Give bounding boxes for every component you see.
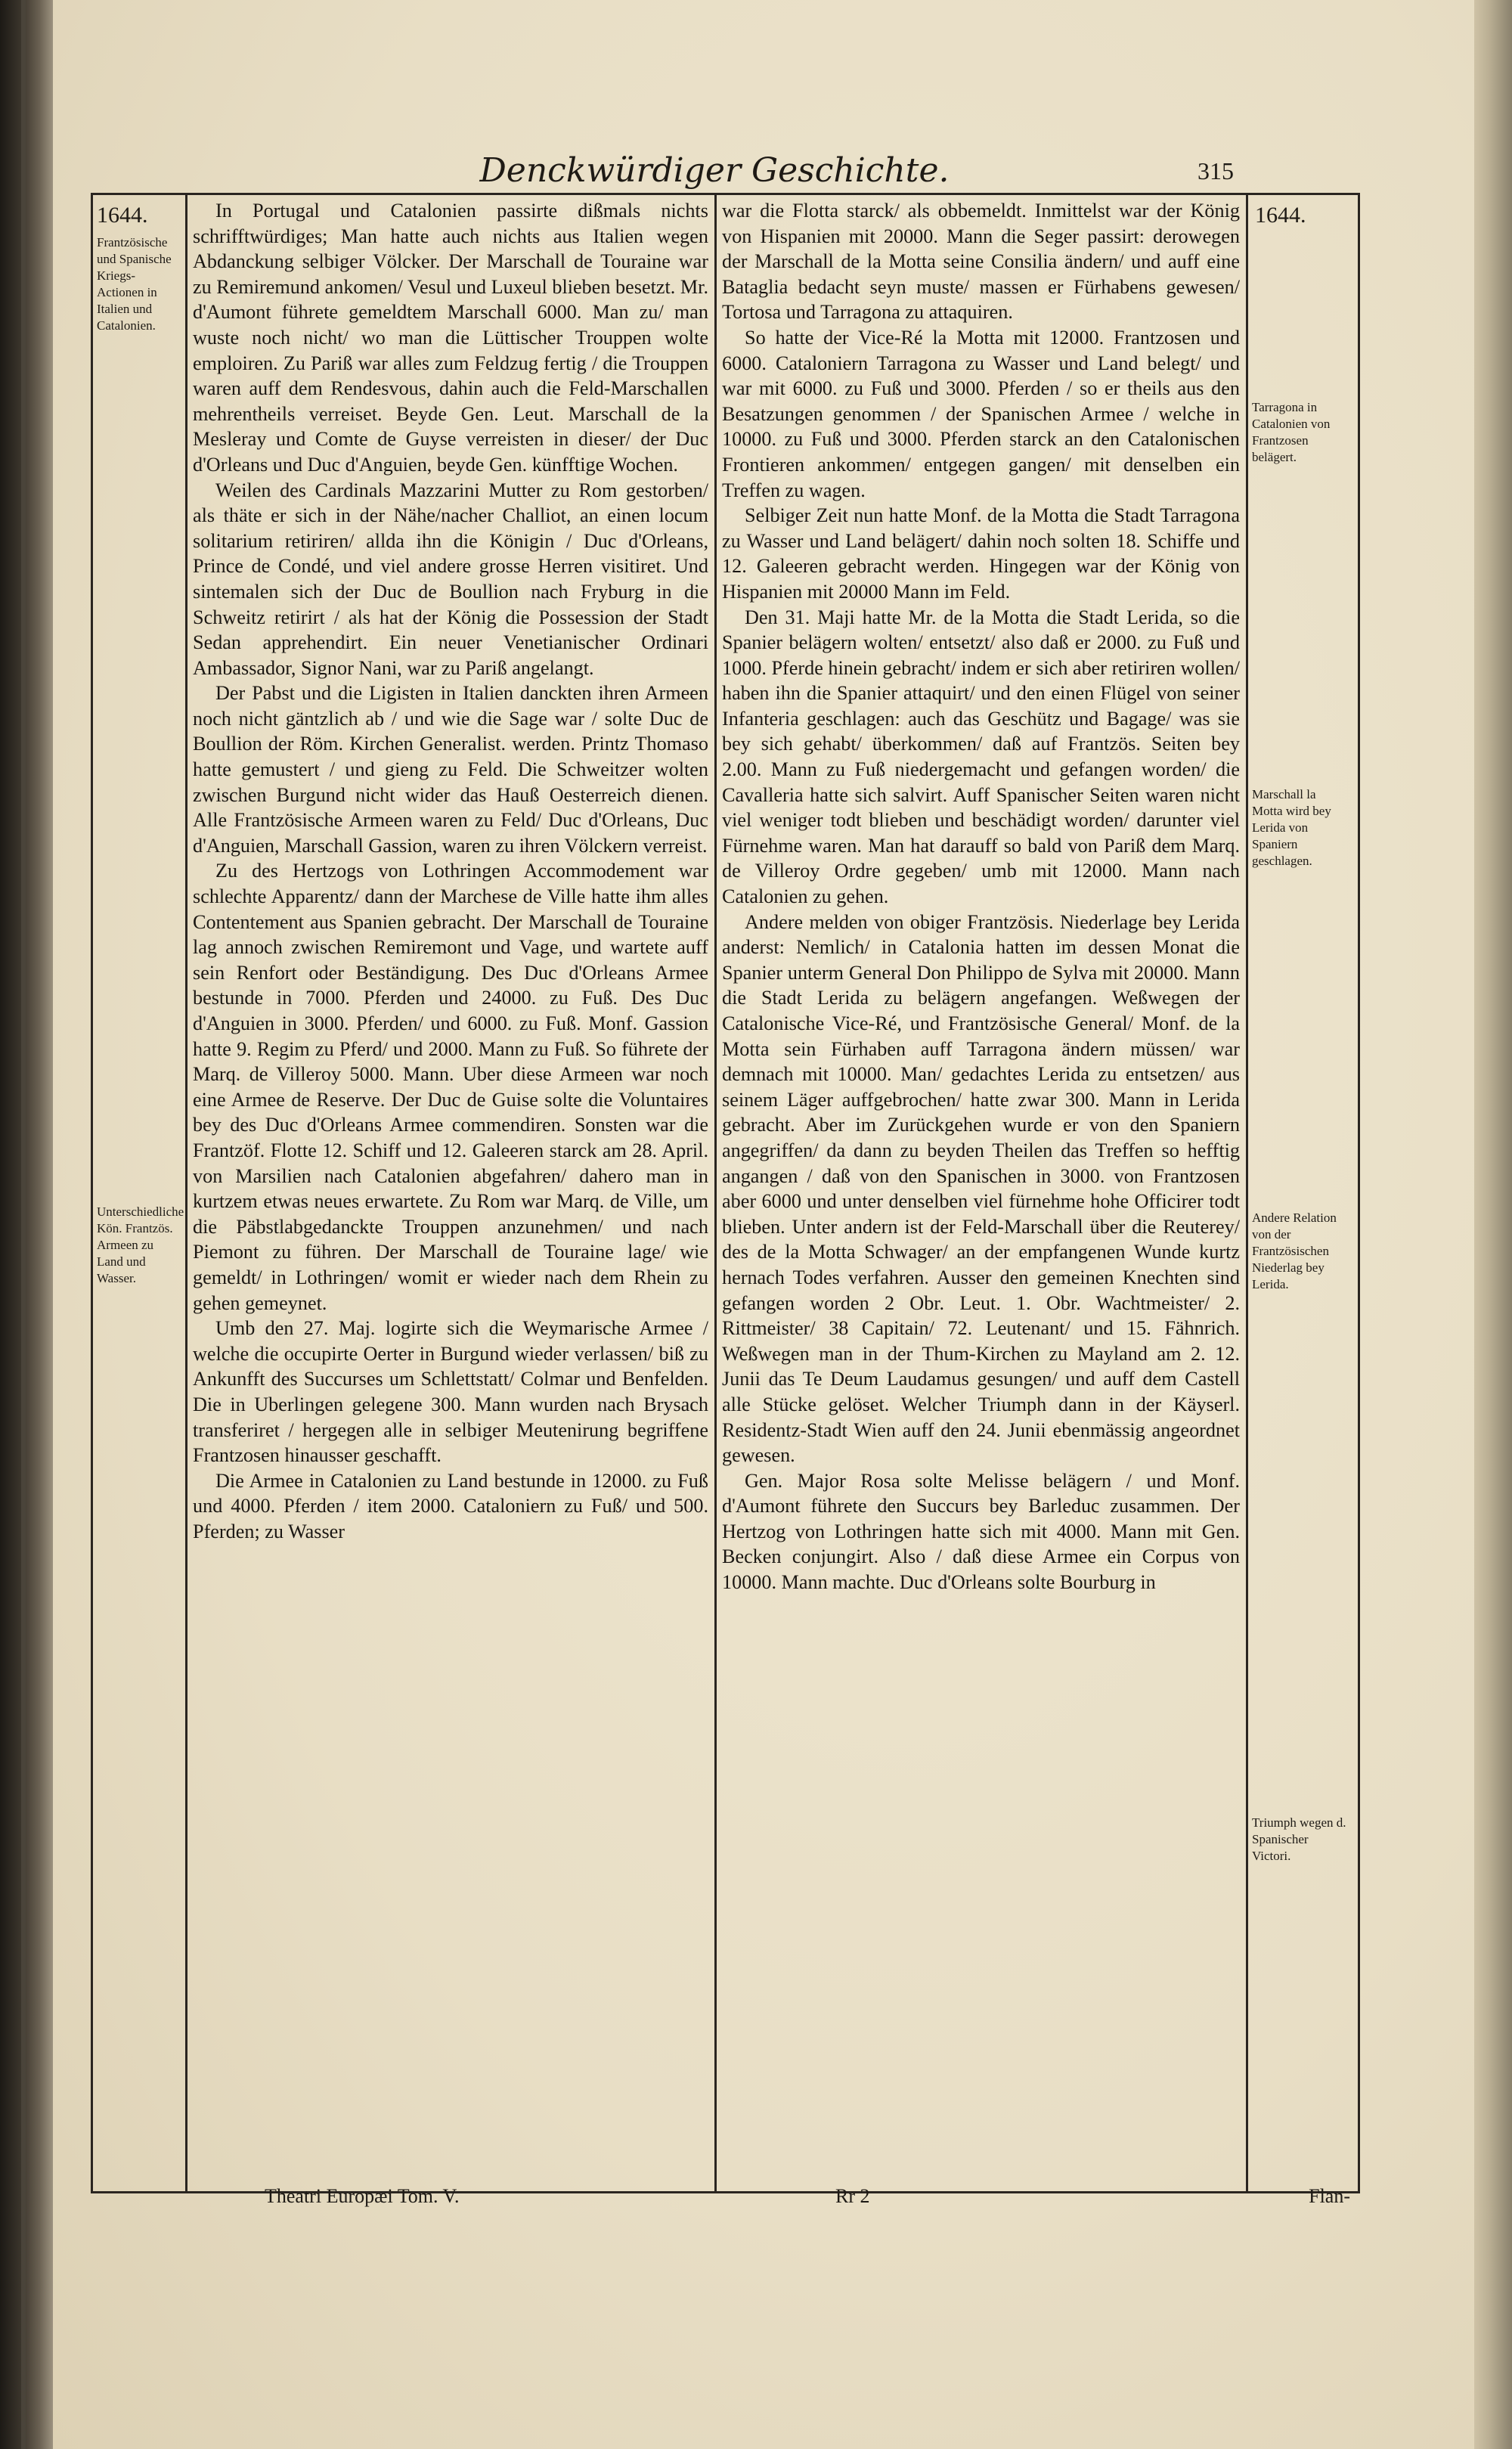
left-margin-note-actions: Frantzösische und Spanische Kriegs-Actionen in Italien und Catalonien. bbox=[97, 235, 172, 333]
right-margin-note-triumph: Triumph wegen d. Spanischer Victori. bbox=[1252, 1815, 1346, 1863]
page-number: 315 bbox=[1198, 157, 1234, 184]
book-spine bbox=[0, 0, 53, 2449]
right-margin-note-lerida-defeat: Marschall la Motta wird bey Lerida von Spaniern geschlagen. bbox=[1252, 787, 1331, 868]
footer-signature: Rr 2 bbox=[835, 2185, 870, 2207]
paragraph: Weilen des Cardinals Mazzarini Mutter zu Rom gestorben/ als thäte er sich in der Nähe/nacher Challiot, an einen locum solitarium retiriren/ allda ihn die Königin / Duc d'Orleans, Prince de Condé, und viel andere grosse Herren visitiret. Und sintemalen sich der Duc de Boullion nach Fryburg in die Schweitz retirirt / als hat der König die Possession der Stadt Sedan apprehendirt. Ein neuer Venetianischer Ordinari Ambassador, Signor Nani, war zu Pariß angelangt. bbox=[193, 479, 708, 679]
paragraph: So hatte der Vice-Ré la Motta mit 12000. Frantzosen und 6000. Cataloniern Tarragona zu Wasser und Land belegt/ und war mit 6000. zu Fuß und 3000. Pferden / so er theils aus den Besatzungen genommen / der Spanischen Armee / welche in 10000. zu Fuß und 3000. Pferden starck an den Catalonischen Frontieren ankommen/ entgegen gangen/ mit denselben ein Treffen zu wagen. bbox=[722, 326, 1240, 501]
paragraph: Der Pabst und die Ligisten in Italien danckten ihren Armeen noch nicht gäntzlich ab / und wie die Sage war / solte Duc de Boullion der Röm. Kirchen Generalist. werden. Printz Thomaso hatte gemustert / und gieng zu Feld. Die Schweitzer wolten zwischen Burgund nicht wider das Hauß Oesterreich dienen. Alle Frantzösische Armeen waren zu Feld/ Duc d'Orleans, Duc d'Anguien, Marschall Gassion, waren zu ihren Völckern verreist. bbox=[193, 682, 708, 857]
right-margin-rule bbox=[1246, 193, 1248, 2191]
paragraph: In Portugal und Catalonien passirte dißmals nichts schrifftwürdiges; Man hatte auch nichts aus Italien wegen Abdanckung selbiger Völcker. Der Marschall de Touraine war zu Remiremund ankomen/ Vesul und Luxeul blieben besetzt. Mr. d'Aumont führete gemeldtem Marschall 6000. Man zu/ man wuste noch nicht/ wo man die Lüttischer Trouppen wolte emploiren. Zu Pariß war alles zum Feldzug fertig / die Trouppen waren auff dem Rendesvous, dahin auch die Feld-Marschallen mehrentheils verreiset. Beyde Gen. Leut. Marschall de la Mesleray und Comte de Guyse verreisten in dieser/ der Duc d'Orleans und Duc d'Anguien, beyde Gen. künfftige Wochen. bbox=[193, 200, 708, 476]
center-column-rule bbox=[714, 193, 717, 2191]
paragraph: Zu des Hertzogs von Lothringen Accommodement war schlechte Apparentz/ dann der Marchese de Ville hatte ihm alles Contentement aus Spanien gebracht. Der Marschall de Touraine lag annoch zwischen Remiremont und Vage, und wartete auff sein Renfort oder Beständigung. Des Duc d'Orleans Armee bestunde in 7000. Pferden und 24000. zu Fuß. Des Duc d'Anguien in 3000. Pferden/ und 6000. zu Fuß. Monf. Gassion hatte 9. Regim zu Pferd/ und 2000. Mann zu Fuß. So führete der Marq. de Villeroy 5000. Mann. Uber diese Armeen war noch eine Armee de Reserve. Der Duc de Guise solte die Voluntaires bey des Duc d'Orleans Armee commendiren. Sonsten war die Frantzöf. Flotte 12. Schiff und 12. Galeeren starck am 28. April. von Marsilien nach Catalonien abgefahren/ dahero man in kurtzem etwas neues erwartete. Zu Rom war Marq. de Ville, um die Päbstlabgedanckte Trouppen anzunehmen/ und nach Piemont zu führen. Der Marschall de Touraine lage/ wie gemeldt/ in Lothringen/ womit er wieder nach dem Rhein zu gehen gemeynet. bbox=[193, 860, 708, 1314]
paragraph: war die Flotta starck/ als obbemeldt. Inmittelst war der König von Hispanien mit 20000. Mann die Seger passirt: derowegen der Marschall de la Motta seine Consilia ändern/ und auff eine Bataglia bedacht seyn muste/ massen er Fürhabens gewesen/ Tortosa und Tarragona zu attaquiren. bbox=[722, 200, 1240, 324]
left-margin-year: 1644. bbox=[97, 203, 148, 228]
footer-catchword: Flan- bbox=[1309, 2185, 1350, 2207]
paragraph: Gen. Major Rosa solte Melisse belägern / und Monf. d'Aumont führete den Succurs bey Barleduc zusammen. Der Hertzog von Lothringen hatte sich mit 4000. Mann mit Gen. Becken conjungirt. Also / daß diese Armee ein Corpus von 10000. Mann machte. Duc d'Orleans solte Bourburg in bbox=[722, 1469, 1240, 1594]
text-column-left bbox=[193, 198, 708, 2179]
paragraph: Die Armee in Catalonien zu Land bestunde in 12000. zu Fuß und 4000. Pferden / item 2000. Cataloniern zu Fuß/ und 500. Pferden; zu Wasser bbox=[193, 1469, 708, 1542]
page-edge bbox=[1474, 0, 1512, 2449]
left-margin-note-armies: Unterschiedliche Kön. Frantzös. Armeen zu Land und Wasser. bbox=[97, 1204, 184, 1285]
running-title: Denckwürdiger Geschichte. bbox=[479, 151, 950, 190]
left-margin-rule bbox=[185, 193, 187, 2191]
footer-work-title: Theatri Europæi Tom. V. bbox=[265, 2185, 460, 2207]
paragraph: Selbiger Zeit nun hatte Monf. de la Motta die Stadt Tarragona zu Wasser und Land belägert/ dahin noch solten 18. Schiffe und 12. Galeeren gebracht werden. Hingegen war der König von Hispanien mit 20000 Mann im Feld. bbox=[722, 504, 1240, 603]
right-margin-year: 1644. bbox=[1255, 203, 1306, 228]
paragraph: Den 31. Maji hatte Mr. de la Motta die Stadt Lerida, so die Spanier belägern wolten/ entsetzt/ also daß er 2000. zu Fuß und 1000. Pferde hinein gebracht/ indem er sich aber retiriren wollen/ haben ihn die Spanier attaquirt/ und den einen Flügel von seiner Infanteria geschlagen: auch das Geschütz und Bagage/ was sie bey sich gehabt/ überkommen/ daß auf Frantzös. Seiten bey 2.00. Mann zu Fuß niedergemacht und gefangen worden/ die Cavalleria hatte sich salvirt. Auff Spanischer Seiten waren nicht viel weniger todt blieben und beschädigt worden/ darunter viel Fürnehme waren. Man hat darauff so bald von Pariß dem Marq. de Villeroy Ordre gegeben/ umb mit 12000. Mann nach Catalonien zu gehen. bbox=[722, 606, 1240, 908]
right-margin-note-tarragona: Tarragona in Catalonien von Frantzosen belägert. bbox=[1252, 400, 1331, 464]
right-margin-note-other-relation: Andere Relation von der Frantzösischen Niederlag bey Lerida. bbox=[1252, 1211, 1337, 1291]
paragraph: Umb den 27. Maj. logirte sich die Weymarische Armee / welche die occupirte Oerter in Burgund wieder verlassen/ biß zu Ankunfft des Succurses um Schlettstatt/ Colmar und Benfelden. Die in Uberlingen gelegene 300. Mann wurden nach Brysach transferiret / hergegen alle in selbiger Meutenirung begriffene Frantzosen hinausser geschafft. bbox=[193, 1317, 708, 1467]
text-column-right bbox=[722, 198, 1240, 2179]
paragraph: Andere melden von obiger Frantzösis. Niederlage bey Lerida anderst: Nemlich/ in Catalonia hatten im dessen Monat die Spanier unterm General Don Philippo de Sylva mit 20000. Mann die Stadt Lerida zu belägern angefangen. Weßwegen der Catalonische Vice-Ré, und Frantzösische General/ Monf. de la Motta sein Fürhaben auff Tarragona ändern müssen/ war demnach mit 10000. Man/ gedachtes Lerida zu entsetzen/ aus seinem Läger auffgebrochen/ hatte zwar 300. Mann in Lerida gebracht. Aber im Zurückgehen wurde er von den Spaniern angegriffen/ da dann zu beyden Theilen das Treffen so hefftig angangen / daß von den Spanischen in 3000. von Frantzosen aber 6000 und unter denselben viel fürnehme hohe Officirer todt blieben. Unter andern ist der Feld-Marschall über die Reuterey/ des de la Motta Schwager/ an der empfangenen Wunde kurtz hernach Todes verfahren. Ausser den gemeinen Knechten sind gefangen worden 2 Obr. Leut. 1. Obr. Wachtmeister/ 2. Rittmeister/ 38 Capitain/ 72. Leutenant/ und 15. Fähnrich. Weßwegen man in der Thum-Kirchen zu Mayland am 2. 12. Junii das Te Deum Laudamus gesungen/ und auff dem Castell alle Stücke gelöset. Welcher Triumph dann in der Käyserl. Residentz-Stadt Wien auff den 24. Junii ebenmässig angeordnet gewesen. bbox=[722, 910, 1240, 1467]
binding-thread bbox=[21, 0, 26, 2449]
